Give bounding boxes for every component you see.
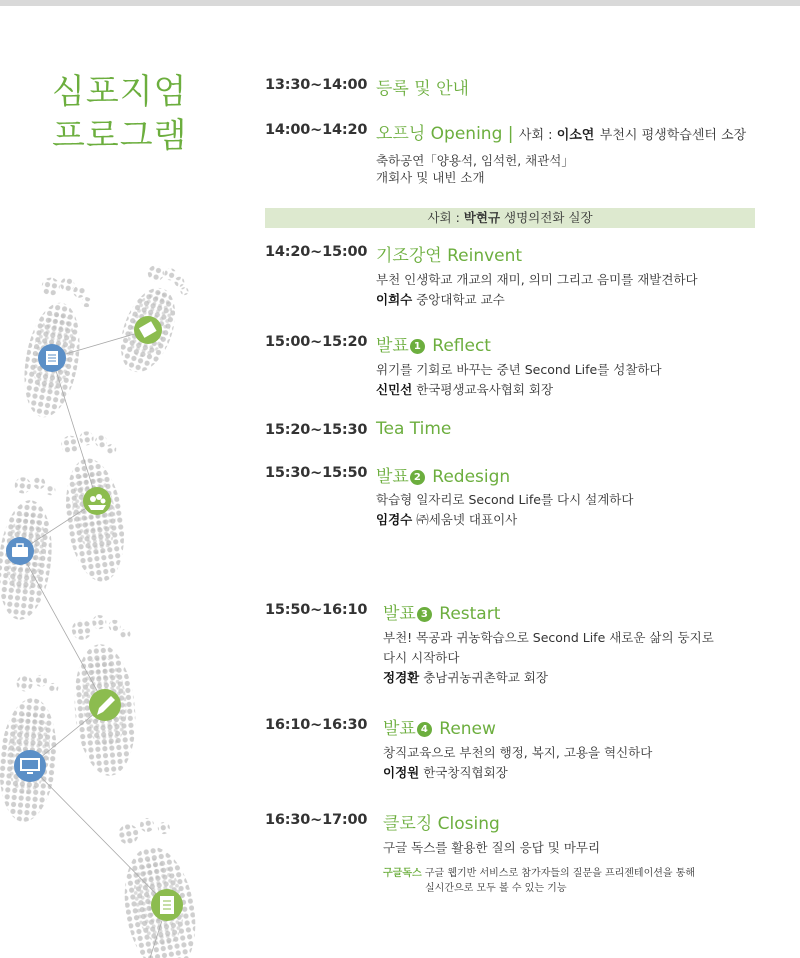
- speaker-line: [376, 380, 553, 398]
- number-badge: 2: [410, 470, 425, 485]
- event-title: Restart: [439, 604, 501, 624]
- title-line-2: 프로그램: [52, 116, 188, 156]
- speaker-affiliation: 충남귀농귀촌학교 회장: [423, 670, 548, 685]
- speaker-affiliation: ㈜세움넷 대표이사: [416, 512, 518, 527]
- host-label: 사회 :: [518, 128, 557, 143]
- title-line-1: 심포지엄: [52, 72, 188, 112]
- speaker-affiliation: 한국창직협회장: [423, 765, 508, 780]
- google-docs-note: [383, 864, 695, 879]
- moderator-bar: [265, 208, 755, 228]
- event-detail: 구글 독스를 활용한 질의 응답 및 마무리: [383, 840, 601, 855]
- number-badge: 4: [417, 722, 432, 737]
- moderator-role: 생명의전화 실장: [504, 210, 593, 225]
- number-badge: 3: [417, 607, 432, 622]
- speaker-line: [376, 290, 505, 308]
- time-slot: 16:10~16:30: [265, 717, 368, 733]
- host-role: 부천시 평생학습센터 소장: [599, 128, 747, 143]
- event-detail: 축하공연「양용석, 임석헌, 채관석」: [376, 153, 574, 168]
- event-detail: 부천! 목공과 귀농학습으로 Second Life 새로운 삶의 둥지로: [383, 630, 714, 645]
- speaker-line: [383, 763, 508, 781]
- moderator-name: 박현규: [463, 210, 501, 225]
- speaker-affiliation: 중앙대학교 교수: [416, 292, 505, 307]
- time-slot: 15:50~16:10: [265, 602, 368, 618]
- event-title: 오프닝 Opening: [376, 124, 503, 144]
- event-title-row: [376, 119, 746, 144]
- note-text-2: 실시간으로 모두 볼 수 있는 기능: [425, 883, 567, 894]
- time-slot: 15:00~15:20: [265, 334, 368, 350]
- speaker-name: 임경수: [376, 512, 413, 527]
- event-detail: 다시 시작하다: [383, 650, 460, 665]
- event-detail: 부천 인생학교 개교의 재미, 의미 그리고 음미를 재발견하다: [376, 272, 698, 287]
- time-slot: 13:30~14:00: [265, 77, 368, 93]
- time-slot: 14:20~15:00: [265, 244, 368, 260]
- speaker-line: [376, 510, 517, 528]
- note-label: 구글독스: [383, 868, 422, 879]
- moderator-label: 사회 :: [427, 210, 464, 225]
- time-slot: 14:00~14:20: [265, 122, 368, 138]
- host-separator: |: [507, 124, 514, 144]
- event-title: Reflect: [432, 336, 491, 356]
- event-title: Redesign: [432, 467, 511, 487]
- time-slot: 15:20~15:30: [265, 422, 368, 438]
- event-title: Tea Time: [376, 419, 452, 439]
- event-title: 등록 및 안내: [376, 79, 469, 99]
- number-badge: 1: [410, 339, 425, 354]
- time-slot: 16:30~17:00: [265, 812, 368, 828]
- speaker-affiliation: 한국평생교육사협회 회장: [416, 382, 554, 397]
- event-title-row: [383, 714, 496, 739]
- event-title-row: [383, 599, 500, 624]
- event-prefix: 발표: [376, 467, 409, 487]
- event-prefix: 발표: [383, 604, 416, 624]
- event-title-row: [376, 331, 491, 356]
- speaker-line: [383, 668, 548, 686]
- event-detail: 학습형 일자리로 Second Life를 다시 설계하다: [376, 492, 634, 507]
- event-title-row: [376, 462, 510, 487]
- event-title: 기조강연 Reinvent: [376, 246, 523, 266]
- speaker-name: 이정원: [383, 765, 420, 780]
- speaker-name: 신민선: [376, 382, 413, 397]
- event-prefix: 발표: [383, 719, 416, 739]
- host-name: 이소연: [556, 128, 595, 143]
- event-detail: 위기를 기회로 바꾸는 중년 Second Life를 성찰하다: [376, 362, 662, 377]
- event-title: 클로징 Closing: [383, 814, 500, 834]
- speaker-name: 이희수: [376, 292, 413, 307]
- event-prefix: 발표: [376, 336, 409, 356]
- time-slot: 15:30~15:50: [265, 465, 368, 481]
- event-detail: 창직교육으로 부천의 행정, 복지, 고용을 혁신하다: [383, 745, 653, 760]
- speaker-name: 정경환: [383, 670, 420, 685]
- note-text-1: 구글 웹기반 서비스로 참가자들의 질문을 프리젠테이션을 통해: [424, 868, 696, 879]
- event-detail: 개회사 및 내빈 소개: [376, 170, 485, 185]
- event-title: Renew: [439, 719, 496, 739]
